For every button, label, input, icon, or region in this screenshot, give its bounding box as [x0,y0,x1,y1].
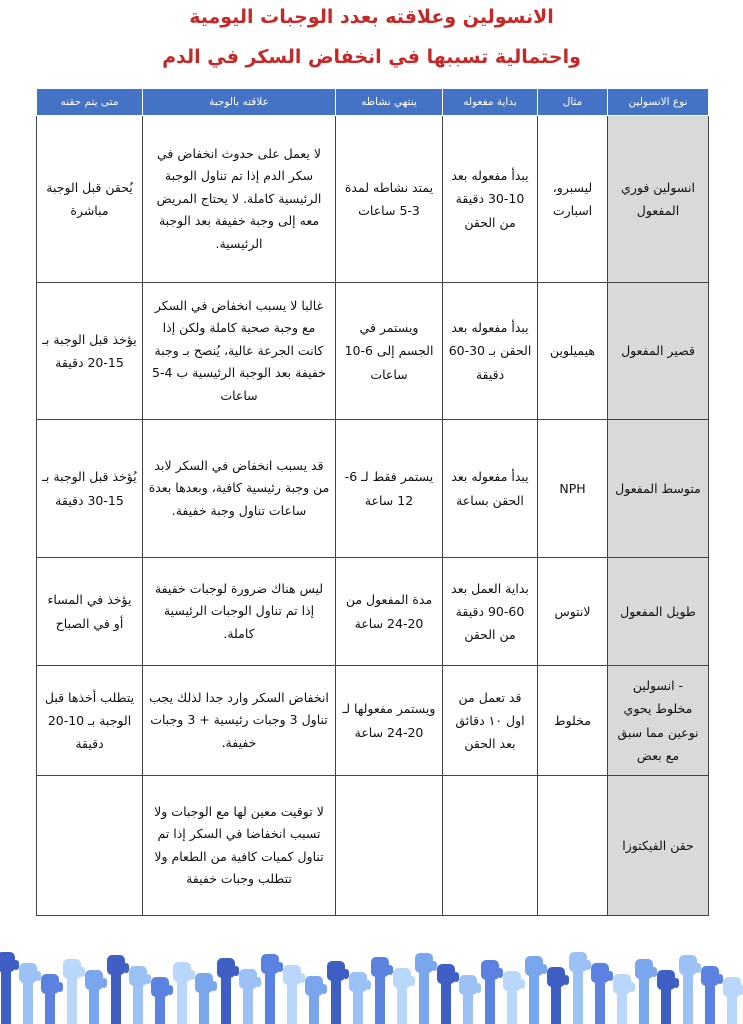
onset-cell: يبدأ مفعوله بعد الحقن بساعة [443,420,538,558]
raised-hand-icon [481,960,503,1024]
meal-relation-cell: انخفاض السكر وارد جدا لذلك يجب تناول 3 وجبات رئيسية + 3 وجبات خفيفة. [143,666,336,776]
insulin-type-cell: انسولين فوري المفعول [608,116,709,283]
insulin-table [36,88,709,916]
title-line-1: الانسولين وعلاقته بعدد الوجبات اليومية [189,6,554,28]
header-injection-timing: متى يتم حقنه [37,89,143,116]
insulin-type-cell: طويل المفعول [608,558,709,666]
raised-hand-icon [591,963,613,1024]
raised-hand-icon [217,958,239,1024]
raised-hand-icon [503,971,525,1024]
example-cell: مخلوط [538,666,608,776]
example-cell: هيميلوين [538,283,608,420]
raised-hand-icon [569,952,591,1024]
raised-hand-icon [261,954,283,1024]
raised-hand-icon [349,972,371,1024]
onset-cell: بداية العمل بعد 60-90 دقيقة من الحقن [443,558,538,666]
raised-hand-icon [723,977,743,1024]
meal-relation-cell: غالبا لا يسبب انخفاض في السكر مع وجبة صحية كاملة ولكن إذا كانت الجرعة عالية، يُنصح بـ وجبة خفيفة بعد الوجبة الرئيسية ب 4-5 ساعات [143,283,336,420]
meal-relation-cell: قد يسبب انخفاض في السكر لابد من وجبة رئيسية كافية، وبعدها بعدة ساعات تناول وجبة خفيفة. [143,420,336,558]
meal-relation-cell: لا يعمل على حدوث انخفاض في سكر الدم إذا تم تناول الوجبة الرئيسية كاملة. لا يحتاج المريض معه إلى وجبة خفيفة بعد الوجبة الرئيسية. [143,116,336,283]
table-row [37,420,709,558]
table-row [37,283,709,420]
example-cell: لانتوس [538,558,608,666]
onset-cell [443,776,538,916]
table-row [37,776,709,916]
insulin-type-cell: قصير المفعول [608,283,709,420]
header-onset: بداية مفعوله [443,89,538,116]
raised-hand-icon [613,974,635,1024]
table-header-row [37,89,709,116]
header-duration: ينتهي نشاطه [336,89,443,116]
injection-timing-cell: يتطلب أخذها قبل الوجبة بـ 10-20 دقيقة [37,666,143,776]
duration-cell: ويستمر في الجسم إلى 6-10 ساعات [336,283,443,420]
raised-hand-icon [63,959,85,1024]
injection-timing-cell: يُؤخذ قبل الوجبة بـ 15-30 دقيقة [37,420,143,558]
raised-hand-icon [0,952,19,1024]
raised-hands-footer [0,944,743,1024]
raised-hand-icon [371,957,393,1024]
table-row [37,666,709,776]
raised-hand-icon [635,959,657,1024]
meal-relation-cell: ليس هناك ضرورة لوجبات خفيفة إذا تم تناول الوجبات الرئيسية كاملة. [143,558,336,666]
insulin-type-cell: - انسولين مخلوط يحوي نوعين مما سبق مع بعض [608,666,709,776]
onset-cell: يبدأ مفعوله بعد 10-30 دقيقة من الحقن [443,116,538,283]
raised-hand-icon [459,975,481,1024]
raised-hand-icon [85,970,107,1024]
table-row [37,558,709,666]
raised-hands-illustration [0,944,743,1024]
raised-hand-icon [327,961,349,1024]
raised-hand-icon [525,956,547,1024]
title-line-2: واحتمالية تسببها في انخفاض السكر في الدم [162,46,581,68]
table-row [37,116,709,283]
duration-cell: ويستمر مفعولها لـ 20-24 ساعة [336,666,443,776]
duration-cell: يستمر فقط لـ 6-12 ساعة [336,420,443,558]
insulin-type-cell: حقن الفيكتوزا [608,776,709,916]
example-cell: ليسبرو، اسبارت [538,116,608,283]
insulin-type-cell: متوسط المفعول [608,420,709,558]
raised-hand-icon [657,970,679,1024]
duration-cell: يمتد نشاطه لمدة 3-5 ساعات [336,116,443,283]
raised-hand-icon [151,977,173,1024]
onset-cell: قد تعمل من اول ١٠ دقائق بعد الحقن [443,666,538,776]
raised-hand-icon [393,968,415,1024]
duration-cell [336,776,443,916]
raised-hand-icon [701,966,723,1024]
raised-hand-icon [283,965,305,1024]
raised-hand-icon [107,955,129,1024]
raised-hand-icon [547,967,569,1024]
meal-relation-cell: لا توقيت معين لها مع الوجبات ولا تسبب انخفاضا في السكر إذا تم تناول كميات كافية من الطعام ولا تتطلب وجبات خفيفة [143,776,336,916]
header-meal-relation: علاقته بالوجبة [143,89,336,116]
example-cell [538,776,608,916]
raised-hand-icon [41,974,63,1024]
injection-timing-cell [37,776,143,916]
injection-timing-cell: يؤخذ في المساء أو في الصباح [37,558,143,666]
example-cell: NPH [538,420,608,558]
raised-hand-icon [19,963,41,1024]
raised-hand-icon [305,976,327,1024]
raised-hand-icon [173,962,195,1024]
injection-timing-cell: يؤخذ قبل الوجبة بـ 15-20 دقيقة [37,283,143,420]
raised-hand-icon [129,966,151,1024]
raised-hand-icon [195,973,217,1024]
raised-hand-icon [679,955,701,1024]
injection-timing-cell: يُحقن قبل الوجبة مباشرة [37,116,143,283]
header-example: مثال [538,89,608,116]
header-insulin-type: نوع الانسولين [608,89,709,116]
duration-cell: مدة المفعول من 20-24 ساعة [336,558,443,666]
raised-hand-icon [437,964,459,1024]
onset-cell: يبدأ مفعوله بعد الحقن بـ 30-60 دقيقة [443,283,538,420]
raised-hand-icon [415,953,437,1024]
raised-hand-icon [239,969,261,1024]
